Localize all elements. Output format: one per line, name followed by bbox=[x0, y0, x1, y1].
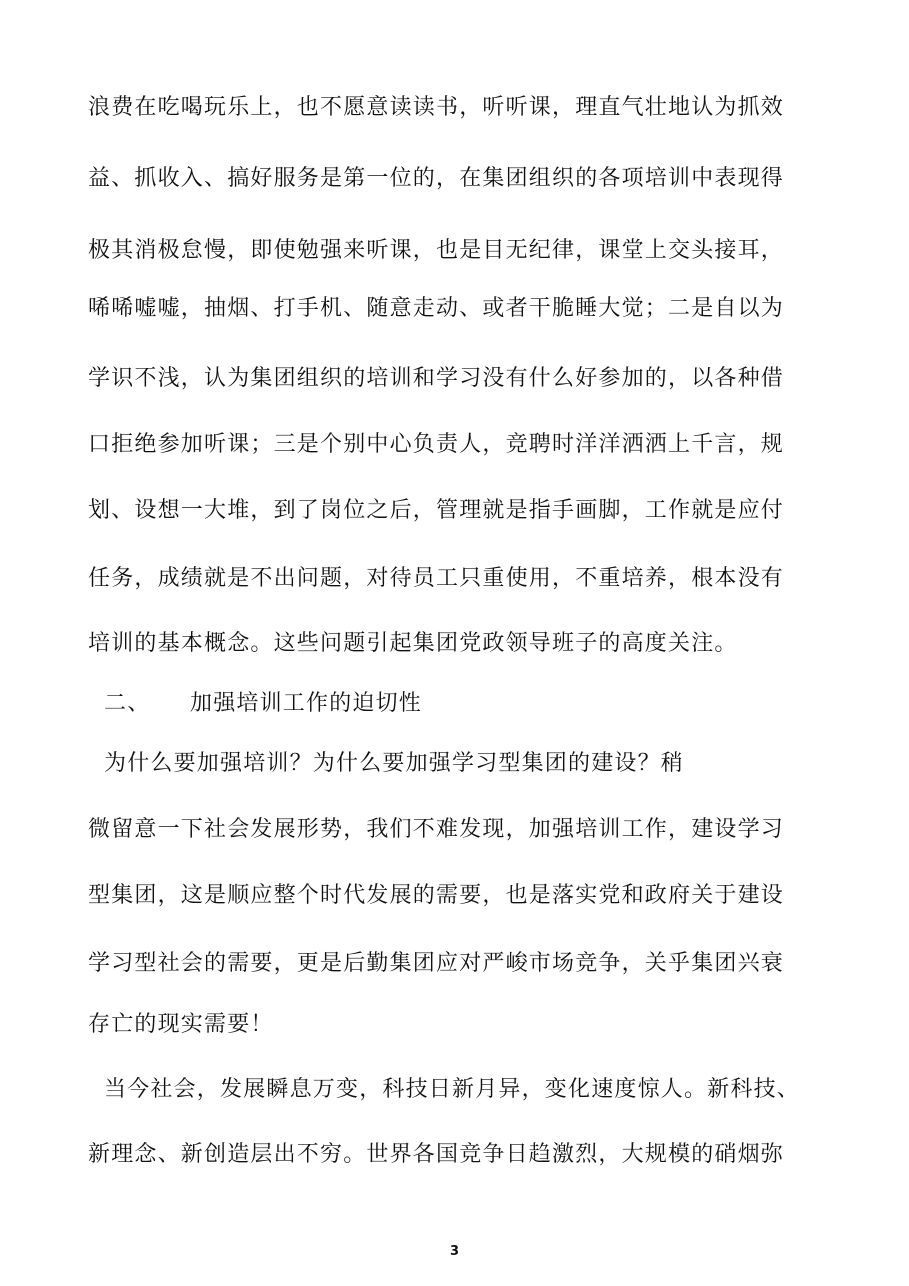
page-number: 3 bbox=[449, 1244, 460, 1259]
text-line: 当今社会，发展瞬息万变，科技日新月异，变化速度惊人。新科技、 bbox=[104, 1077, 801, 1102]
text-line: 新理念、新创造层出不穷。世界各国竞争日趋激烈，大规模的硝烟弥 bbox=[88, 1142, 785, 1167]
section-number: 二、 bbox=[104, 691, 151, 716]
text-line: 学习型社会的需要，更是后勤集团应对严峻市场竞争，关乎集团兴衰 bbox=[88, 951, 785, 976]
section-title: 加强培训工作的迫切性 bbox=[190, 691, 423, 716]
text-line: 任务，成绩就是不出问题，对待员工只重使用，不重培养，根本没有 bbox=[88, 566, 785, 591]
text-line: 唏唏嘘嘘，抽烟、打手机、随意走动、或者干脆睡大觉；二是自以为 bbox=[88, 296, 785, 321]
text-line: 口拒绝参加听课；三是个别中心负责人，竞聘时洋洋洒洒上千言，规 bbox=[88, 432, 785, 457]
text-line: 划、设想一大堆，到了岗位之后，管理就是指手画脚，工作就是应付 bbox=[88, 498, 785, 523]
text-line: 为什么要加强培训？为什么要加强学习型集团的建设？稍 bbox=[104, 751, 685, 776]
text-line: 培训的基本概念。这些问题引起集团党政领导班子的高度关注。 bbox=[88, 631, 738, 656]
text-line: 极其消极怠慢，即使勉强来听课，也是目无纪律，课堂上交头接耳， bbox=[88, 238, 785, 263]
text-line: 微留意一下社会发展形势，我们不难发现，加强培训工作，建设学习 bbox=[88, 817, 785, 842]
text-line: 浪费在吃喝玩乐上，也不愿意读读书，听听课，理直气壮地认为抓效 bbox=[88, 95, 785, 120]
text-line: 益、抓收入、搞好服务是第一位的，在集团组织的各项培训中表现得 bbox=[88, 166, 785, 191]
text-line: 学识不浅，认为集团组织的培训和学习没有什么好参加的，以各种借 bbox=[88, 366, 785, 391]
section-heading bbox=[104, 689, 422, 719]
text-line: 存亡的现实需要！ bbox=[88, 1012, 274, 1037]
text-line: 型集团，这是顺应整个时代发展的需要，也是落实党和政府关于建设 bbox=[88, 883, 785, 908]
